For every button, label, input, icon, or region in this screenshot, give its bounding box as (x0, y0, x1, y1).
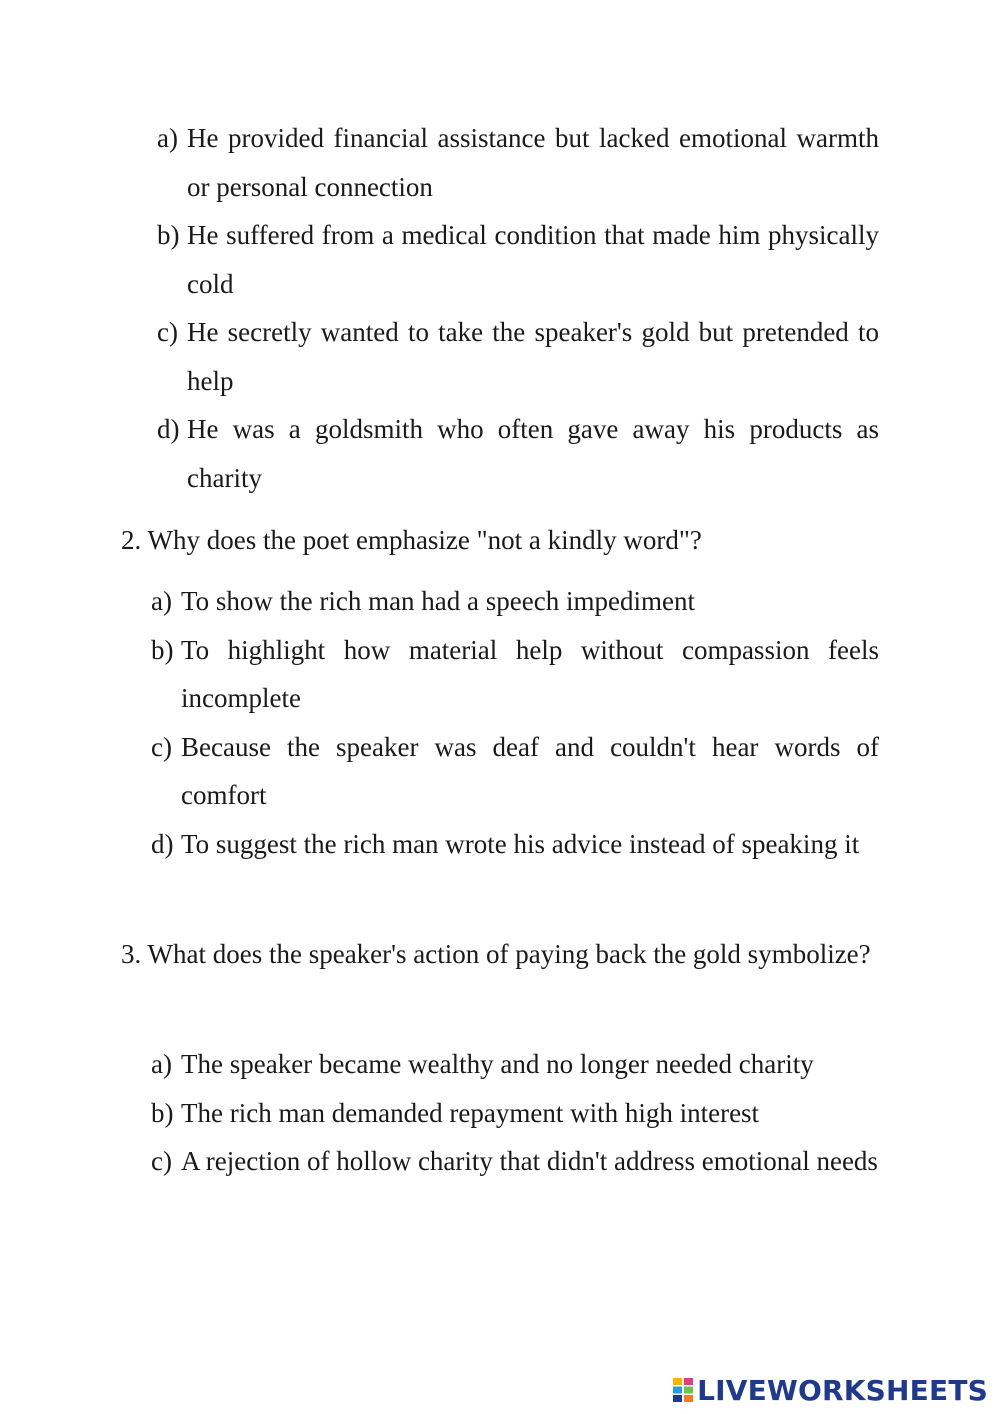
option-letter: b) (151, 634, 174, 665)
option-letter: b) (157, 220, 180, 250)
q2-options (151, 577, 879, 868)
option-text: Because the speaker was deaf and couldn't hear words of comfort (181, 731, 879, 810)
q3-option-b[interactable] (151, 1089, 879, 1138)
option-text: He suffered from a medical condition that made him physically cold (187, 220, 879, 299)
option-letter: c) (151, 731, 172, 762)
q1-option-c[interactable] (157, 308, 879, 405)
option-letter: a) (157, 123, 178, 153)
option-text: The speaker became wealthy and no longer needed charity (181, 1049, 814, 1079)
q2-question: 2. Why does the poet emphasize "not a kindly word"? (121, 525, 702, 555)
option-text: To highlight how material help without compassion feels incomplete (181, 634, 879, 713)
q1-options (157, 114, 879, 502)
option-letter: b) (151, 1097, 174, 1128)
q1-option-b[interactable] (157, 211, 879, 308)
option-letter: c) (151, 1146, 172, 1176)
logo-text: LIVEWORKSHEETS (697, 1373, 988, 1407)
q3-option-a[interactable] (151, 1040, 879, 1089)
q2-option-b[interactable] (151, 626, 879, 723)
q2-option-a[interactable] (151, 577, 879, 626)
q1-option-d[interactable] (157, 405, 879, 502)
option-text: To show the rich man had a speech impediment (181, 586, 695, 616)
option-text: He secretly wanted to take the speaker's gold but pretended to help (187, 317, 879, 396)
option-text: A rejection of hollow charity that didn't address emotional needs (181, 1146, 878, 1176)
q2-option-d[interactable] (151, 820, 879, 869)
option-text: He was a goldsmith who often gave away his products as charity (187, 414, 879, 493)
q3-question: 3. What does the speaker's action of paying back the gold symbolize? (121, 939, 871, 969)
q2-option-c[interactable] (151, 723, 879, 820)
liveworksheets-logo[interactable] (673, 1374, 988, 1406)
option-letter: d) (151, 828, 174, 859)
option-letter: d) (157, 414, 180, 444)
option-letter: a) (151, 1049, 172, 1079)
option-letter: a) (151, 586, 172, 616)
q1-option-a[interactable] (157, 114, 879, 211)
option-text: To suggest the rich man wrote his advice instead of speaking it (181, 828, 860, 859)
option-letter: c) (157, 317, 178, 347)
q3-options (151, 1040, 879, 1186)
q3-option-c[interactable] (151, 1137, 879, 1186)
option-text: The rich man demanded repayment with high interest (181, 1097, 760, 1128)
option-text: He provided financial assistance but lacked emotional warmth or personal connection (187, 123, 879, 202)
liveworksheets-logo-icon (673, 1378, 693, 1402)
